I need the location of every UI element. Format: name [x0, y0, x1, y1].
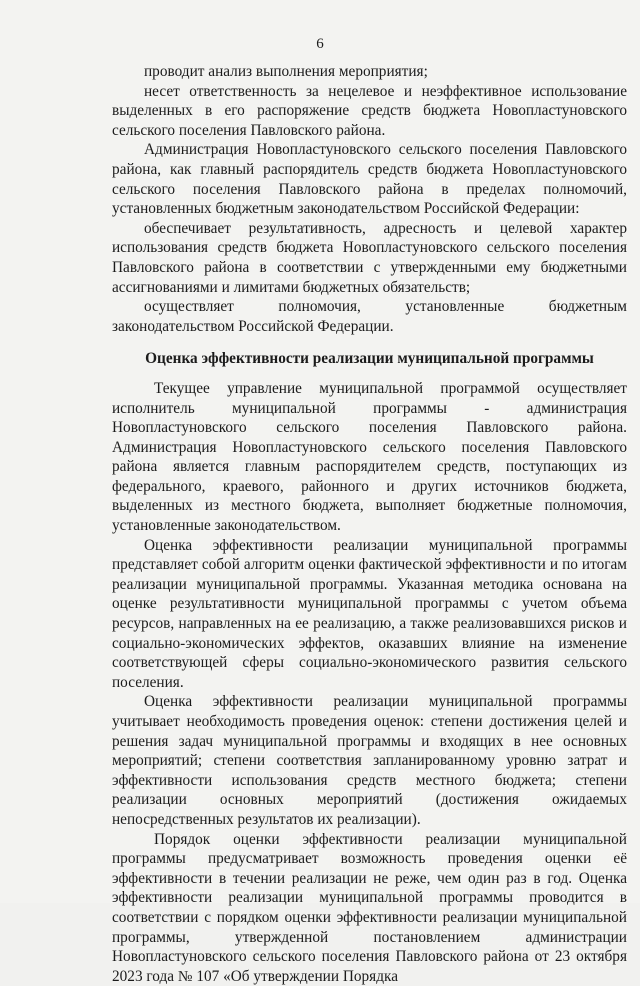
paragraph: Администрация Новопластуновского сельского поселения Павловского района, как главный распорядитель средств бюджета Новопластуновского сельского поселения Павловского района в пределах полномочий, установленных бюджетным законодательством Российской Федерации:: [112, 141, 627, 218]
paragraph: проводит анализ выполнения мероприятия;: [144, 63, 428, 80]
paragraph: Оценка эффективности реализации муниципальной программы представляет собой алгоритм оценки фактической эффективности и по итогам реализации муниципальной программы. Указанная методика основана на оценке результативности муниципальной программы с учетом объема ресурсов, направленных на ее реализацию, а также реализовавшихся рисков и социально-экономических эффектов, оказавших влияние на изменение соответствующей сферы социально-экономического развития сельского поселения.: [112, 536, 627, 691]
section-heading: Оценка эффективности реализации муниципальной программы: [145, 350, 594, 368]
paragraph: Текущее управление муниципальной программой осуществляет исполнитель муниципальной программы - администрация Новопластуновского сельского поселения Павловского района. Администрация Новопластуновского сельского поселения Павловского района является главным распорядителем средств, поступающих из федерального, краевого, районного и других источников бюджета, выделенных из местного бюджета, выполняет бюджетные полномочия, установленные законодательством.: [112, 379, 627, 535]
paragraph: Оценка эффективности реализации муниципальной программы учитывает необходимость проведения оценок: степени достижения целей и решения задач муниципальной программы и входящих в нее основных мероприятий; степени соответствия запланированному уровню затрат и эффективности использования средств местного бюджета; степени реализации основных мероприятий (достижения ожидаемых непосредственных результатов их реализации).: [112, 693, 627, 828]
paragraph: несет ответственность за нецелевое и неэффективное использование выделенных в его распоряжение средств бюджета Новопластуновского сельского поселения Павловского района.: [112, 82, 627, 139]
document-body: [112, 62, 627, 986]
paragraph: осуществляет полномочия, установленные бюджетным законодательством Российской Федерации.: [112, 298, 627, 335]
paragraph: обеспечивает результативность, адресность и целевой характер использования средств бюджета Новопластуновского сельского поселения Павловского района в соответствии с утвержденными ему бюджетными ассигнованиями и лимитами бюджетных обязательств;: [112, 219, 627, 296]
page-number: 6: [316, 36, 324, 52]
paragraph: Порядок оценки эффективности реализации муниципальной программы предусматривает возможность проведения оценки её эффективности в течении реализации не реже, чем один раз в год. Оценка эффективности реализации муниципальной программы проводится в соответствии с порядком оценки эффективности реализации муниципальной программы, утвержденной постановлением администрации Новопластуновского сельского поселения Павловского района от 23 октября 2023 года № 107 «Об утверждении Порядка: [112, 830, 627, 985]
